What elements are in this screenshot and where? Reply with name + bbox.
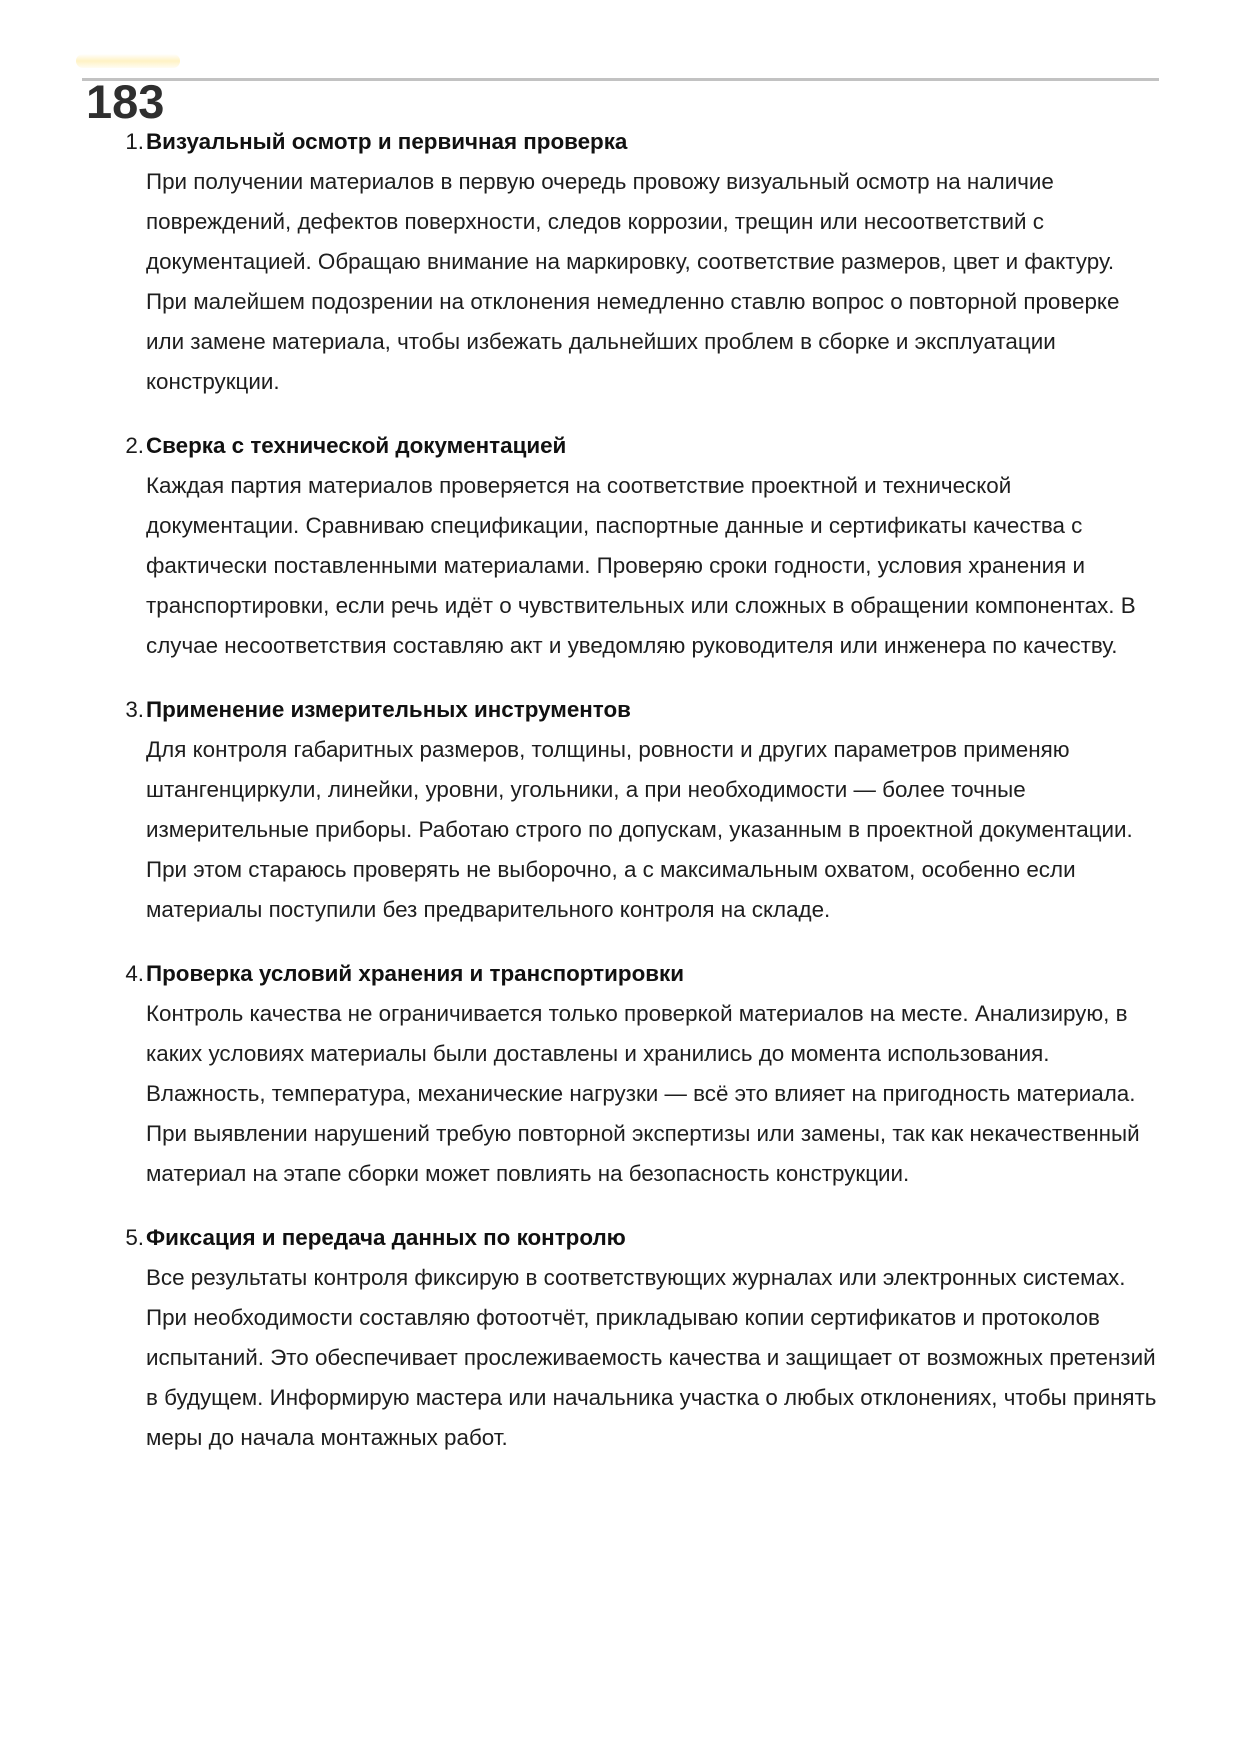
list-item-number: 3. [125,697,144,722]
list-item-heading: Проверка условий хранения и транспортировки [146,961,684,986]
list-item-body: Все результаты контроля фиксирую в соответствующих журналах или электронных системах. При необходимости составляю фотоотчёт, прикладываю копии сертификатов и протоколов испытаний. Это обеспечивает прослеживаемость качества и защищает от возможных претензий в будущем. Информирую мастера или начальника участка о любых отклонениях, чтобы принять меры до начала монтажных работ. [146,1265,1157,1450]
list-item-number: 2. [125,433,144,458]
list-item-body: Для контроля габаритных размеров, толщины, ровности и других параметров применяю штангенциркули, линейки, уровни, угольники, а при необходимости — более точные измерительные приборы. Работаю строго по допускам, указанным в проектной документации. При этом стараюсь проверять не выборочно, а с максимальным охватом, особенно если материалы поступили без предварительного контроля на складе. [146,737,1133,922]
list-item-number: 5. [125,1225,144,1250]
list-item [110,954,1160,1194]
list-item [110,1218,1160,1458]
list-item [110,122,1160,402]
list-item [110,426,1160,666]
list-item-number: 1. [125,129,144,154]
list-item-heading: Применение измерительных инструментов [146,697,631,722]
list-item-heading: Визуальный осмотр и первичная проверка [146,129,628,154]
header-highlight-decoration [76,54,180,68]
list-item-body: При получении материалов в первую очередь провожу визуальный осмотр на наличие повреждений, дефектов поверхности, следов коррозии, трещин или несоответствий с документацией. Обращаю внимание на маркировку, соответствие размеров, цвет и фактуру. При малейшем подозрении на отклонения немедленно ставлю вопрос о повторной проверке или замене материала, чтобы избежать дальнейших проблем в сборке и эксплуатации конструкции. [146,169,1120,394]
page-number: 183 [86,75,165,128]
list-item-heading: Фиксация и передача данных по контролю [146,1225,626,1250]
list-item-body: Каждая партия материалов проверяется на соответствие проектной и технической документации. Сравниваю спецификации, паспортные данные и сертификаты качества с фактически поставленными материалами. Проверяю сроки годности, условия хранения и транспортировки, если речь идёт о чувствительных или сложных в обращении компонентах. В случае несоответствия составляю акт и уведомляю руководителя или инженера по качеству. [146,473,1136,658]
list-item-heading: Сверка с технической документацией [146,433,567,458]
list-item-number: 4. [125,961,144,986]
list-item [110,690,1160,930]
header-divider [82,78,1159,81]
list-item-body: Контроль качества не ограничивается только проверкой материалов на месте. Анализирую, в каких условиях материалы были доставлены и хранились до момента использования. Влажность, температура, механические нагрузки — всё это влияет на пригодность материала. При выявлении нарушений требую повторной экспертизы или замены, так как некачественный материал на этапе сборки может повлиять на безопасность конструкции. [146,1001,1140,1186]
numbered-list [110,122,1160,1482]
